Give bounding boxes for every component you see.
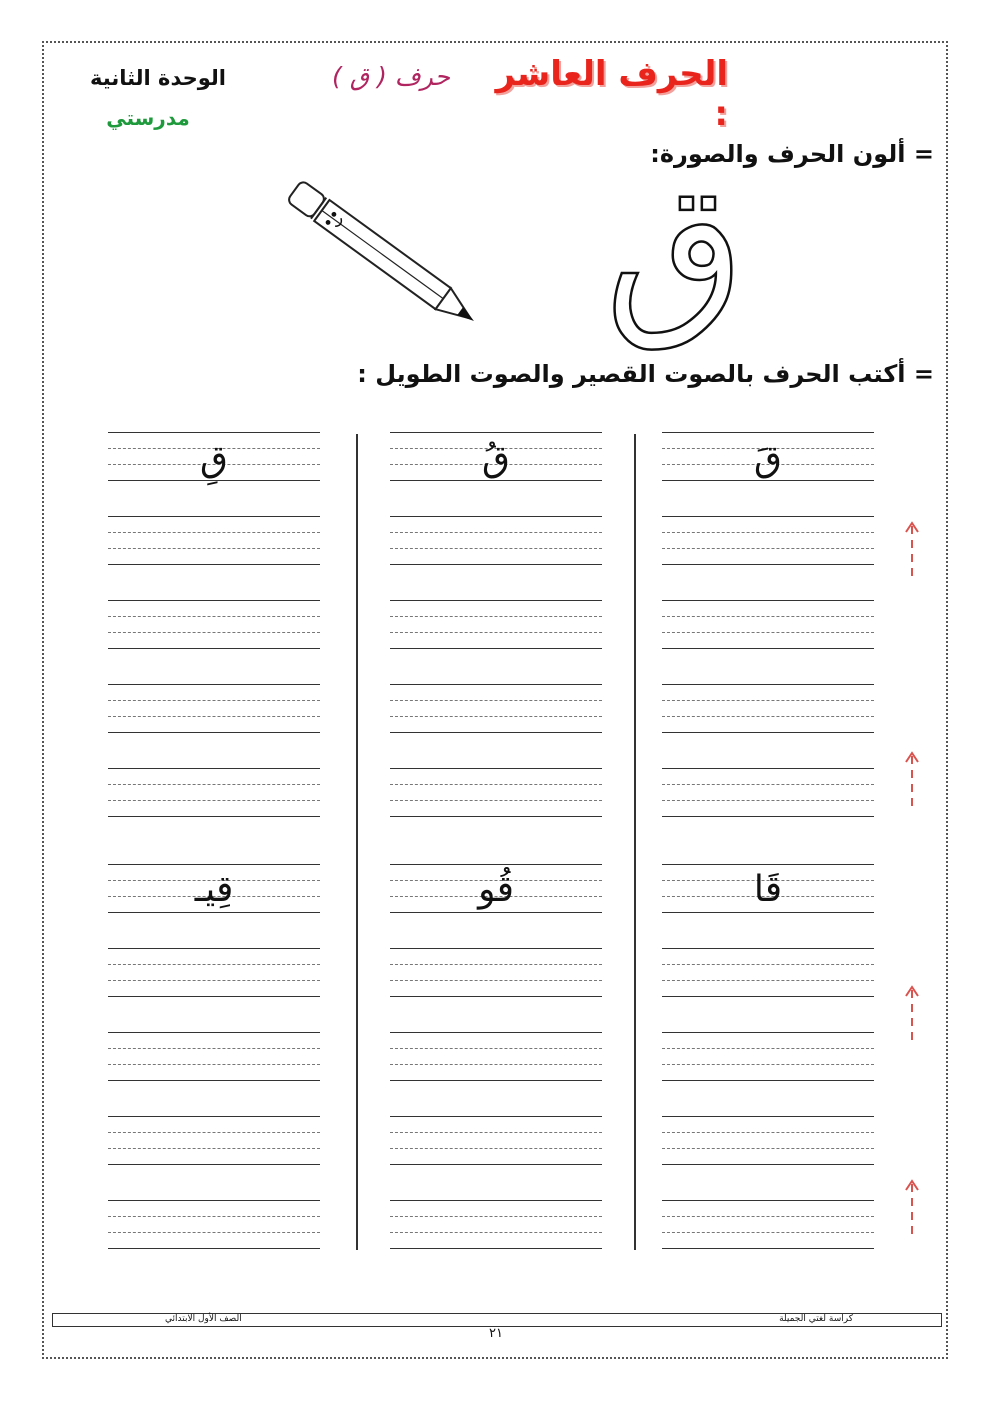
guide-line [390, 1116, 602, 1117]
guide-line [662, 800, 874, 801]
guide-line [390, 1048, 602, 1049]
guide-line [662, 532, 874, 533]
guide-line [108, 632, 320, 633]
guide-line [662, 1032, 874, 1033]
guide-line [662, 600, 874, 601]
guide-line [108, 684, 320, 685]
handwriting-lines[interactable] [390, 1200, 602, 1248]
guide-line [662, 616, 874, 617]
handwriting-lines[interactable] [662, 1200, 874, 1248]
guide-line [390, 1080, 602, 1081]
guide-line [108, 1080, 320, 1081]
handwriting-lines[interactable] [390, 684, 602, 732]
footer-book: كراسة لغتي الجميلة [779, 1314, 853, 1324]
guide-line [662, 1116, 874, 1117]
guide-line [390, 616, 602, 617]
guide-line [390, 564, 602, 565]
column-divider [634, 434, 636, 1250]
guide-line [390, 864, 602, 865]
handwriting-lines[interactable] [108, 948, 320, 996]
handwriting-lines[interactable] [662, 768, 874, 816]
handwriting-lines[interactable] [390, 1032, 602, 1080]
guide-line [108, 864, 320, 865]
handwriting-lines[interactable] [390, 948, 602, 996]
guide-line [108, 432, 320, 433]
guide-line [390, 532, 602, 533]
sample-long-vowel: قِيـ [194, 869, 234, 910]
guide-line [108, 768, 320, 769]
guide-line [662, 684, 874, 685]
column-divider [356, 434, 358, 1250]
handwriting-lines[interactable] [108, 516, 320, 564]
guide-line [390, 432, 602, 433]
arrow-up-icon [903, 520, 921, 578]
guide-line [390, 648, 602, 649]
guide-line [662, 768, 874, 769]
guide-line [108, 1116, 320, 1117]
guide-line [108, 980, 320, 981]
guide-line [108, 716, 320, 717]
guide-line [108, 732, 320, 733]
instruction-write: = أكتب الحرف بالصوت القصير والصوت الطويل : [357, 360, 934, 388]
guide-line [390, 768, 602, 769]
practice-column-kasra [108, 432, 320, 1252]
guide-line [390, 948, 602, 949]
guide-line [390, 980, 602, 981]
guide-line [108, 964, 320, 965]
sample-short-vowel: قُ [482, 439, 510, 480]
guide-line [390, 1132, 602, 1133]
guide-line [108, 1064, 320, 1065]
guide-line [390, 1032, 602, 1033]
guide-line [662, 732, 874, 733]
footer-bar [52, 1313, 942, 1327]
handwriting-lines[interactable] [108, 1032, 320, 1080]
instruction-color: = ألون الحرف والصورة: [650, 140, 934, 168]
guide-line [390, 1232, 602, 1233]
guide-line [662, 516, 874, 517]
guide-line [390, 1200, 602, 1201]
guide-line [108, 600, 320, 601]
guide-line [662, 948, 874, 949]
guide-line [662, 716, 874, 717]
guide-line [390, 684, 602, 685]
arrow-up-icon [903, 750, 921, 808]
guide-line [662, 784, 874, 785]
guide-line [390, 716, 602, 717]
guide-line [390, 700, 602, 701]
guide-line [390, 816, 602, 817]
guide-line [108, 1248, 320, 1249]
guide-line [390, 732, 602, 733]
handwriting-lines[interactable] [390, 516, 602, 564]
guide-line [662, 1248, 874, 1249]
guide-line [662, 1132, 874, 1133]
guide-line [662, 996, 874, 997]
guide-line [108, 784, 320, 785]
arrow-up-icon [903, 984, 921, 1042]
guide-line [390, 1164, 602, 1165]
handwriting-lines[interactable] [390, 768, 602, 816]
handwriting-lines[interactable] [662, 516, 874, 564]
guide-line [108, 1132, 320, 1133]
guide-line [390, 964, 602, 965]
handwriting-lines[interactable] [108, 1200, 320, 1248]
handwriting-lines[interactable] [662, 1116, 874, 1164]
guide-line [662, 1200, 874, 1201]
handwriting-lines[interactable] [662, 948, 874, 996]
footer-grade: الصف الأول الابتدائي [165, 1314, 242, 1324]
guide-line [390, 632, 602, 633]
guide-line [662, 1080, 874, 1081]
guide-line [662, 548, 874, 549]
practice-column-fatha [662, 432, 874, 1252]
handwriting-lines[interactable] [108, 600, 320, 648]
sample-long-vowel: قُو [478, 869, 514, 910]
guide-line [108, 1032, 320, 1033]
guide-line [662, 1048, 874, 1049]
guide-line [108, 1200, 320, 1201]
pencil-icon [284, 162, 504, 332]
guide-line [108, 516, 320, 517]
guide-line [390, 1064, 602, 1065]
guide-line [108, 700, 320, 701]
guide-line [108, 1216, 320, 1217]
guide-line [108, 816, 320, 817]
guide-line [390, 784, 602, 785]
guide-line [662, 1148, 874, 1149]
practice-column-damma [390, 432, 602, 1252]
guide-line [662, 632, 874, 633]
handwriting-lines[interactable] [390, 600, 602, 648]
guide-line [108, 1232, 320, 1233]
guide-line [662, 648, 874, 649]
unit-title: الوحدة الثانية [90, 66, 226, 90]
guide-line [662, 1216, 874, 1217]
guide-line [662, 964, 874, 965]
guide-line [390, 996, 602, 997]
guide-line [108, 1164, 320, 1165]
guide-line [662, 1232, 874, 1233]
guide-line [108, 996, 320, 997]
guide-line [662, 864, 874, 865]
guide-line [390, 548, 602, 549]
handwriting-lines[interactable] [662, 1032, 874, 1080]
guide-line [662, 432, 874, 433]
guide-line [662, 816, 874, 817]
guide-line [108, 648, 320, 649]
lesson-title: الحرف العاشر : [495, 54, 728, 134]
guide-line [662, 1064, 874, 1065]
guide-line [108, 1148, 320, 1149]
site-name: مدرستي [106, 106, 190, 130]
handwriting-lines[interactable] [108, 768, 320, 816]
guide-line [108, 948, 320, 949]
guide-line [390, 1148, 602, 1149]
handwriting-lines[interactable] [390, 1116, 602, 1164]
guide-line [108, 1048, 320, 1049]
guide-line [390, 1216, 602, 1217]
guide-line [662, 1164, 874, 1165]
lesson-subtitle: حرف ( ق ) [332, 62, 450, 91]
big-letter-coloring: ق [605, 145, 745, 354]
guide-line [662, 700, 874, 701]
guide-line [390, 1248, 602, 1249]
sample-short-vowel: قِ [200, 439, 228, 480]
guide-line [108, 800, 320, 801]
handwriting-lines[interactable] [108, 1116, 320, 1164]
guide-line [662, 564, 874, 565]
guide-line [390, 800, 602, 801]
arrow-up-icon [903, 1178, 921, 1236]
guide-line [390, 600, 602, 601]
guide-line [662, 980, 874, 981]
guide-line [108, 616, 320, 617]
handwriting-lines[interactable] [662, 600, 874, 648]
handwriting-lines[interactable] [108, 684, 320, 732]
guide-line [390, 516, 602, 517]
sample-short-vowel: قَ [754, 439, 782, 480]
guide-line [108, 532, 320, 533]
page-number: ٢١ [489, 1326, 503, 1341]
handwriting-lines[interactable] [662, 684, 874, 732]
guide-line [108, 564, 320, 565]
sample-long-vowel: قَا [753, 869, 783, 910]
guide-line [108, 548, 320, 549]
